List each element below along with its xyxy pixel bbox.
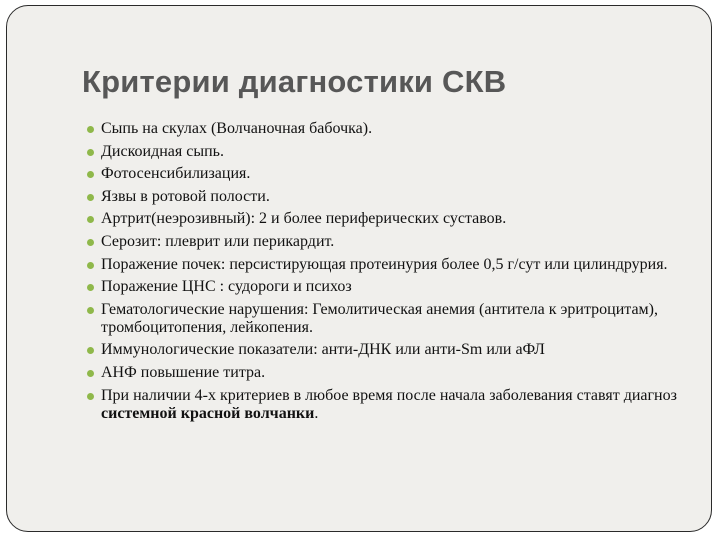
bullet-dot-icon — [87, 393, 94, 400]
bullet-dot-icon — [87, 171, 94, 178]
bullet-dot-icon — [87, 370, 94, 377]
list-item-period: . — [314, 404, 319, 422]
bullet-dot-icon — [87, 239, 94, 246]
list-item — [87, 341, 687, 359]
bullet-dot-icon — [87, 347, 94, 354]
list-item-text: Фотосенсибилизация. — [101, 165, 251, 183]
list-item — [87, 387, 687, 423]
criteria-list — [87, 120, 687, 427]
list-item — [87, 364, 687, 382]
bullet-dot-icon — [87, 126, 94, 133]
bullet-dot-icon — [87, 284, 94, 291]
list-item-text: АНФ повышение титра. — [101, 363, 266, 381]
bullet-dot-icon — [87, 216, 94, 223]
list-item-text: Дискоидная сыпь. — [101, 142, 224, 160]
list-item-text: Серозит: плеврит или перикардит. — [101, 232, 335, 250]
slide-title: Критерии диагностики СКВ — [82, 64, 507, 99]
list-item-text: Поражение ЦНС : судороги и психоз — [101, 278, 352, 296]
list-item — [87, 188, 687, 206]
list-item-text: Сыпь на скулах (Волчаночная бабочка). — [101, 120, 373, 137]
list-item-text: Язвы в ротовой полости. — [101, 187, 270, 205]
list-item — [87, 143, 687, 161]
list-item — [87, 120, 687, 138]
slide — [6, 5, 712, 532]
list-item-text: Поражение почек: персистирующая протеинурия более 0,5 г/сут или цилиндрурия. — [101, 255, 668, 273]
list-item-text: Гематологические нарушения: Гемолитическая анемия (антитела к эритроцитам), тромбоцитопения, лейкопения. — [101, 300, 658, 336]
list-item — [87, 165, 687, 183]
diagnosis-name: системной красной волчанки — [101, 404, 315, 422]
bullet-dot-icon — [87, 262, 94, 269]
list-item — [87, 210, 687, 228]
list-item — [87, 278, 687, 296]
bullet-dot-icon — [87, 194, 94, 201]
bullet-dot-icon — [87, 307, 94, 314]
list-item-text: Артрит(неэрозивный): 2 и более периферических суставов. — [101, 210, 507, 228]
bullet-dot-icon — [87, 149, 94, 156]
list-item-text: Иммунологические показатели: анти-ДНК или анти-Sm или аФЛ — [101, 341, 545, 359]
list-item — [87, 301, 687, 337]
list-item — [87, 256, 687, 274]
list-item-text: При наличии 4-х критериев в любое время после начала заболевания ставят диагноз — [101, 386, 677, 404]
list-item — [87, 233, 687, 251]
